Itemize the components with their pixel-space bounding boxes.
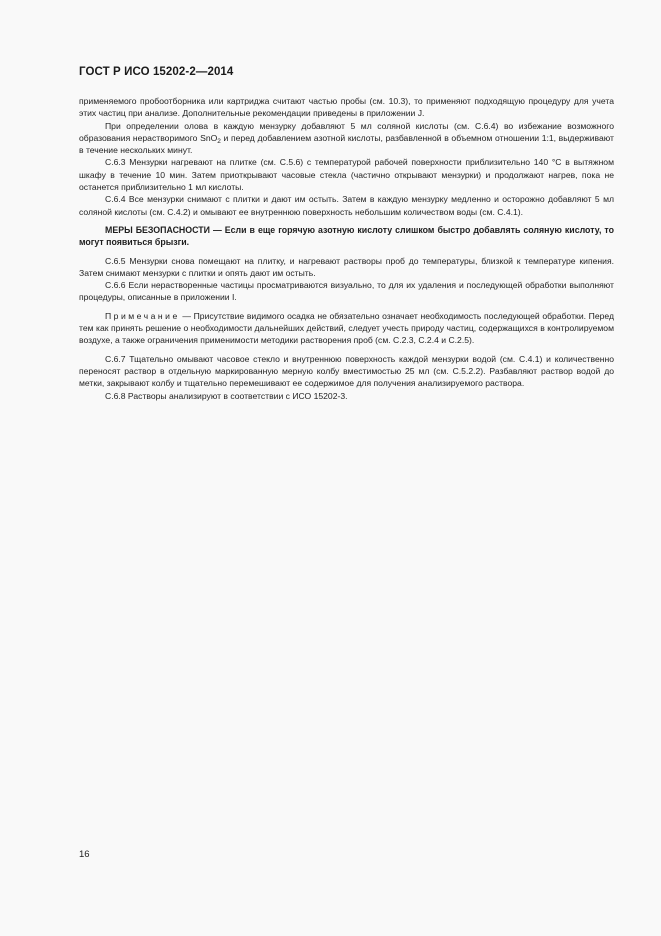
paragraph-c-6-6: С.6.6 Если нерастворенные частицы просматриваются визуально, то для их удаления и последующей обработки выполняют процедуры, описанные в приложении I. [79,280,614,303]
note [79,310,614,347]
subscript: 2 [217,137,221,145]
paragraph-c-6-5: С.6.5 Мензурки снова помещают на плитку, и нагревают растворы проб до температуры, близкой к температуре кипения. Затем снимают мензурки с плитки и опять дают им остыть. [79,255,614,278]
note-label: Примечание [105,310,180,321]
paragraph-c-6-4: С.6.4 Все мензурки снимают с плитки и дают им остыть. Затем в каждую мензурку медленно и осторожно добавляют 5 мл соляной кислоты (см. С.4.2) и омывают ее внутреннюю поверхность небольшим количеством воды (см. С.4.1). [79,194,614,217]
document-body [79,95,614,402]
paragraph-c-6-7: С.6.7 Тщательно омывают часовое стекло и внутреннюю поверхность каждой мензурки водой (см. С.4.1) и количественно переносят раствор в отдельную маркированную мерную колбу вместимостью 25 мл (см. С.5.2.2). Разбавляют раствор водой до метки, закрывают колбу и тщательно перемешивают ее содержимое для получения анализируемого раствора. [79,353,614,389]
paragraph-tin [79,120,614,157]
note-text: — Присутствие видимого осадка не обязательно означает необходимость последующей обработки. Перед тем как принять решение о необходимости дальнейших действий, следует учесть природу частиц, содержащихся в контролируемом воздухе, а также ограничения применимости методики растворения проб (см. С.2.3, С.2.4 и С.2.5). [79,310,614,346]
safety-warning: МЕРЫ БЕЗОПАСНОСТИ — Если в еще горячую азотную кислоту слишком быстро добавлять соляную кислоту, то могут появиться брызги. [79,224,614,248]
paragraph-c-6-3: С.6.3 Мензурки нагревают на плитке (см. С.5.6) с температурой рабочей поверхности приблизительно 140 °С в вытяжном шкафу в течение 10 мин. Затем приоткрывают часовые стекла (частично открывают мензурки) и продолжают нагрев, пока не останется приблизительно 1 мл кислоты. [79,157,614,193]
document-header: ГОСТ Р ИСО 15202-2—2014 [79,66,234,78]
paragraph-continuation: применяемого пробоотборника или картриджа считают частью пробы (см. 10.3), то применяют подходящую процедуру для учета этих частиц при анализе. Дополнительные рекомендации приведены в приложении J. [79,96,614,119]
paragraph-c-6-8: С.6.8 Растворы анализируют в соответствии с ИСО 15202-3. [105,390,348,401]
text: При определении олова в каждую мензурку добавляют 5 мл соляной кислоты (см. С.6.4) во избежание возможного образования нерастворимого SnO [79,120,614,143]
text: и перед добавлением азотной кислоты, разбавленной в объемном отношении 1:1, выдерживают в течение нескольких минут. [79,132,614,156]
page-number: 16 [79,849,90,860]
